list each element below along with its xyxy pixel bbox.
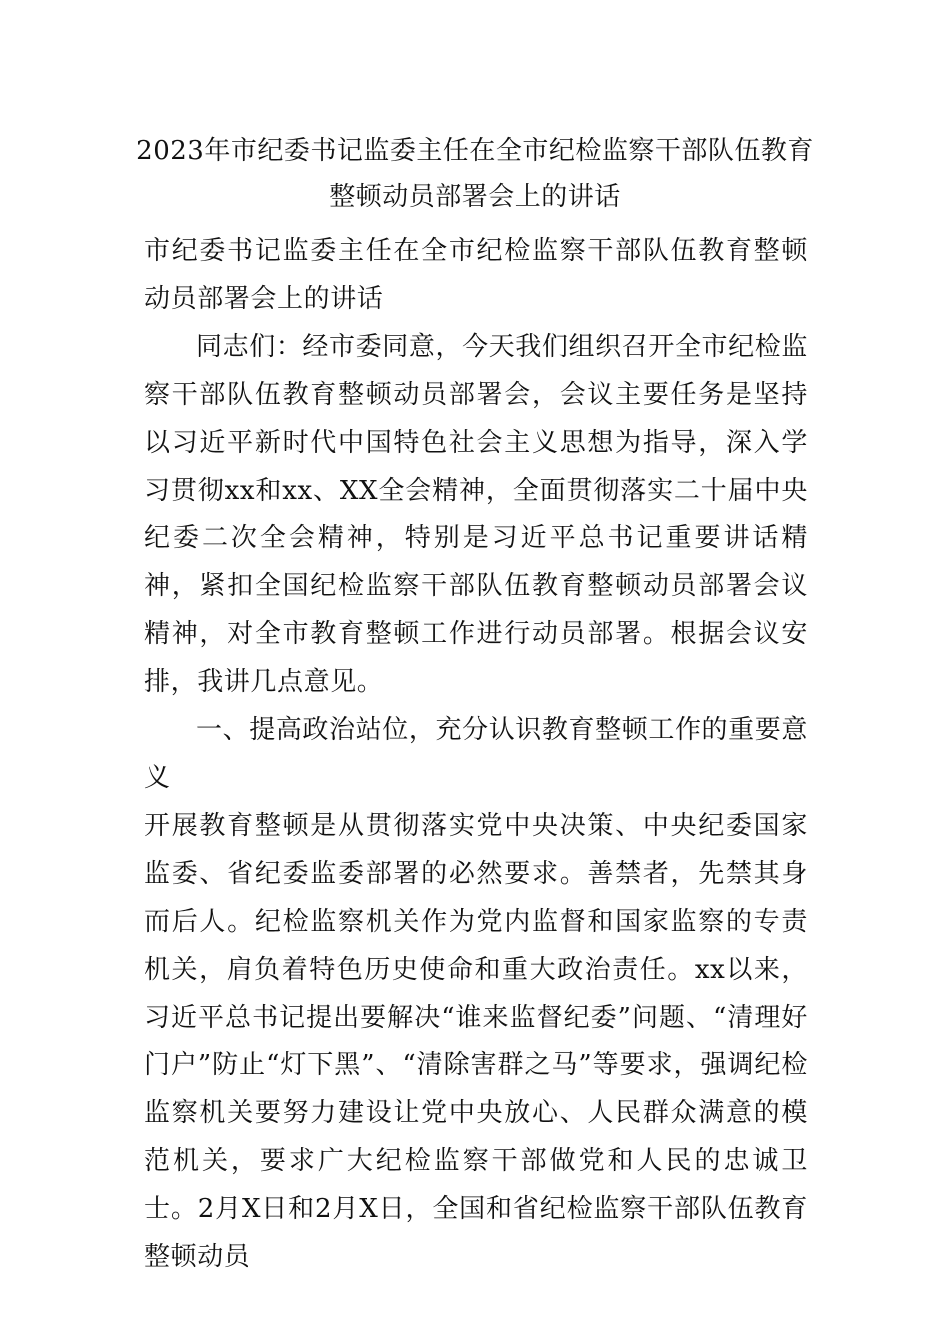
- document-body: [144, 228, 808, 1282]
- document-title: [130, 128, 820, 220]
- paragraph-opening: 同志们：经市委同意，今天我们组织召开全市纪检监察干部队伍教育整顿动员部署会，会议主要任务是坚持以习近平新时代中国特色社会主义思想为指导，深入学习贯彻xx和xx、XX全会精神，全面贯彻落实二十届中央纪委二次全会精神，特别是习近平总书记重要讲话精神，紧扣全国纪检监察干部队伍教育整顿动员部署会议精神，对全市教育整顿工作进行动员部署。根据会议安排，我讲几点意见。: [144, 331, 808, 698]
- section-heading-1: 一、提高政治站位，充分认识教育整顿工作的重要意义: [144, 715, 808, 793]
- title-line-1: 2023年市纪委书记监委主任在全市纪检监察干部队伍教育: [136, 136, 814, 166]
- paragraph-section-1: 开展教育整顿是从贯彻落实党中央决策、中央纪委国家监委、省纪委监委部署的必然要求。善禁者，先禁其身而后人。纪检监察机关作为党内监督和国家监察的专责机关，肩负着特色历史使命和重大政治责任。xx以来，习近平总书记提出要解决“谁来监督纪委”问题、“清理好门户”防止“灯下黑”、“清除害群之马”等要求，强调纪检监察机关要努力建设让党中央放心、人民群众满意的模范机关，要求广大纪检监察干部做党和人民的忠诚卫士。2月X日和2月X日，全国和省纪检监察干部队伍教育整顿动员: [144, 810, 808, 1273]
- title-line-2: 整顿动员部署会上的讲话: [329, 182, 621, 212]
- subtitle: 市纪委书记监委主任在全市纪检监察干部队伍教育整顿动员部署会上的讲话: [144, 236, 808, 314]
